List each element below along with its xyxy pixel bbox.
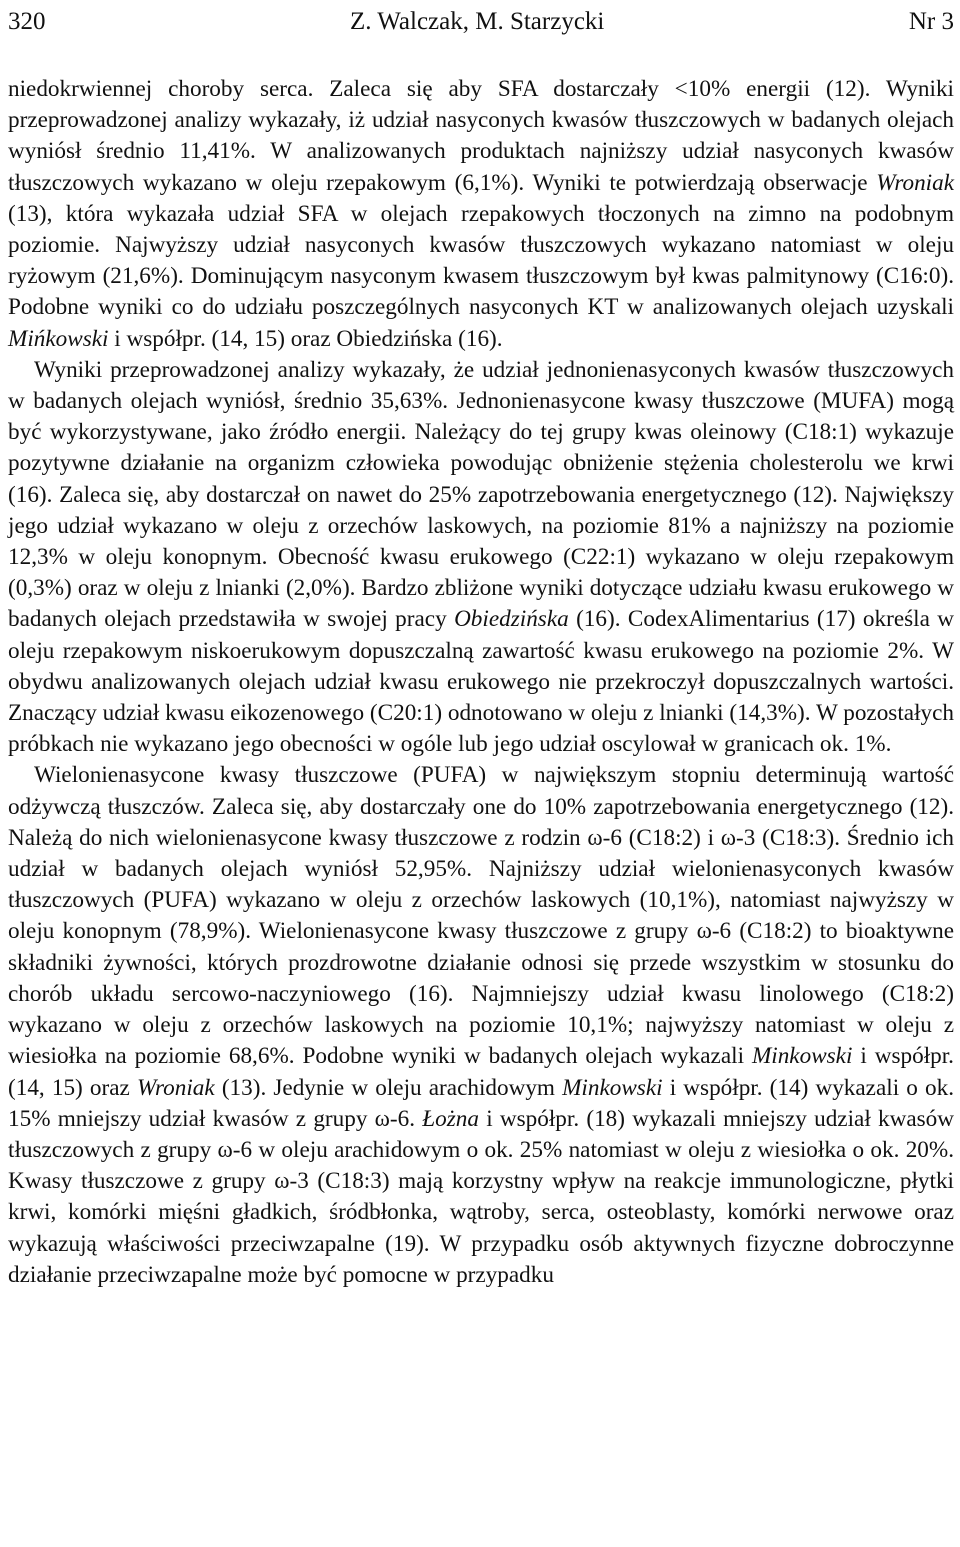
text-run: (16). CodexAlimentarius (17) określa w oleju rzepakowym niskoerukowym dopuszczalną zawartość kwasu erukowego na poziomie 2%. W obydwu analizowanych olejach udział kwasu erukowego nie przekroczył dopuszczalnych wartości. Znaczący udział kwasu eikozenowego (C20:1) odnotowano w oleju z lnianki (14,3%). W pozostałych próbkach nie wykazano jego obecności w ogóle lub jego udział oscylował w granicach ok. 1%. [8,606,954,758]
issue-number: Nr 3 [908,8,954,35]
author-name-italic: Łożna [422,1105,479,1132]
author-name-italic: Wroniak [136,1074,215,1101]
text-run: i współpr. (14) wykazali o ok. 15% mniejszy udział kwasów z grupy ω-6. [8,1074,955,1132]
paragraph-monounsaturated-fatty-acids [8,355,954,761]
text-run: Wielonienasycone kwasy tłuszczowe (PUFA) w największym stopniu determinują wartość odżywczą tłuszczów. Zaleca się, aby dostarczały one do 10% zapotrzebowania energetycznego (12). Należą do nich wielonienasycone kwasy tłuszczowe z rodzin ω-6 (C18:2) i ω-3 (C18:3). Średnio ich udział w badanych olejach wyniósł 52,95%. Najniższy udział wielonienasyconych kwasów tłuszczowych (PUFA) wykazano w oleju z orzechów laskowych (10,1%), natomiast najwyższy w oleju konopnym (78,9%). Wielonienasycone kwasy tłuszczowe z grupy ω-6 (C18:2) to bioaktywne składniki żywności, których prozdrowotne działanie odnosi się przede wszystkim w stosunku do chorób układu sercowo-naczyniowego (16). Najmniejszy udział kwasu linolowego (C18:2) wykazano w oleju z orzechów laskowych na poziomie 10,1%; najwyższy natomiast w oleju z wiesiołka na poziomie 68,6%. Podobne wyniki w badanych olejach wykazali [8,762,954,1070]
text-run: i współpr. (14, 15) oraz [8,1043,954,1101]
article-body [8,74,954,1291]
author-name-italic: Minkowski [562,1074,663,1101]
text-run: i współpr. (14, 15) oraz Obiedzińska (16). [108,325,503,352]
paragraph-saturated-fatty-acids [8,74,954,355]
author-name-italic: Minkowski [751,1043,853,1070]
running-head-authors: Z. Walczak, M. Starzycki [349,8,605,35]
author-name-italic: Wroniak [876,169,954,196]
text-run: Wyniki przeprowadzonej analizy wykazały, że udział jednonienasyconych kwasów tłuszczowych w badanych olejach wyniósł, średnio 35,63%. Jednonienasycone kwasy tłuszczowe (MUFA) mogą być wykorzystywane, jako źródło energii. Należący do tej grupy kwas oleinowy (C18:1) wykazuje pozytywne działanie na organizm człowieka powodując obniżenie stężenia cholesterolu we krwi (16). Zaleca się, aby dostarczał on nawet do 25% zapotrzebowania energetycznego (12). Największy jego udział wykazano w oleju z orzechów laskowych, na poziomie 81% a najniższy na poziomie 12,3% w oleju konopnym. Obecność kwasu erukowego (C22:1) wykazano w oleju rzepakowym (0,3%) oraz w oleju z lnianki (2,0%). Bardzo zbliżone wyniki dotyczące udziału kwasu erukowego w badanych olejach przedstawiła w swojej pracy [8,356,954,633]
author-name-italic: Obiedzińska [454,606,569,633]
text-run: (13), która wykazała udział SFA w olejach rzepakowych tłoczonych na zimno na podobnym poziomie. Najwyższy udział nasyconych kwasów tłuszczowych wykazano natomiast w oleju ryżowym (21,6%). Dominującym nasyconym kwasem tłuszczowym był kwas palmitynowy (C16:0). Podobne wyniki co do udziału poszczególnych nasyconych KT w analizowanych olejach uzyskali [8,200,954,321]
author-name-italic: Mińkowski [8,325,109,352]
text-run: i współpr. (18) wykazali mniejszy udział kwasów tłuszczowych z grupy ω-6 w oleju arachidowym o ok. 25% natomiast w oleju z wiesiołka o ok. 20%. Kwasy tłuszczowe z grupy ω-3 (C18:3) mają korzystny wpływ na reakcje immunologiczne, płytki krwi, komórki mięśni gładkich, śródbłonka, wątroby, serca, osteoblasty, komórki nerwowe oraz wykazują właściwości przeciwzapalne (19). W przypadku osób aktywnych fizyczne dobroczynne działanie przeciwzapalne może być pomocne w przypadku [8,1105,954,1288]
page [8,4,954,1291]
paragraph-polyunsaturated-fatty-acids [8,760,954,1290]
text-run: (13). Jedynie w oleju arachidowym [214,1074,563,1101]
running-header [8,4,954,44]
page-number: 320 [8,8,46,35]
text-run: niedokrwiennej choroby serca. Zaleca się aby SFA dostarczały <10% energii (12). Wyniki przeprowadzonej analizy wykazały, iż udział nasyconych kwasów tłuszczowych w badanych olejach wyniósł średnio 11,41%. W analizowanych produktach najniższy udział nasyconych kwasów tłuszczowych wykazano w oleju rzepakowym (6,1%). Wyniki te potwierdzają obserwacje [8,76,954,196]
